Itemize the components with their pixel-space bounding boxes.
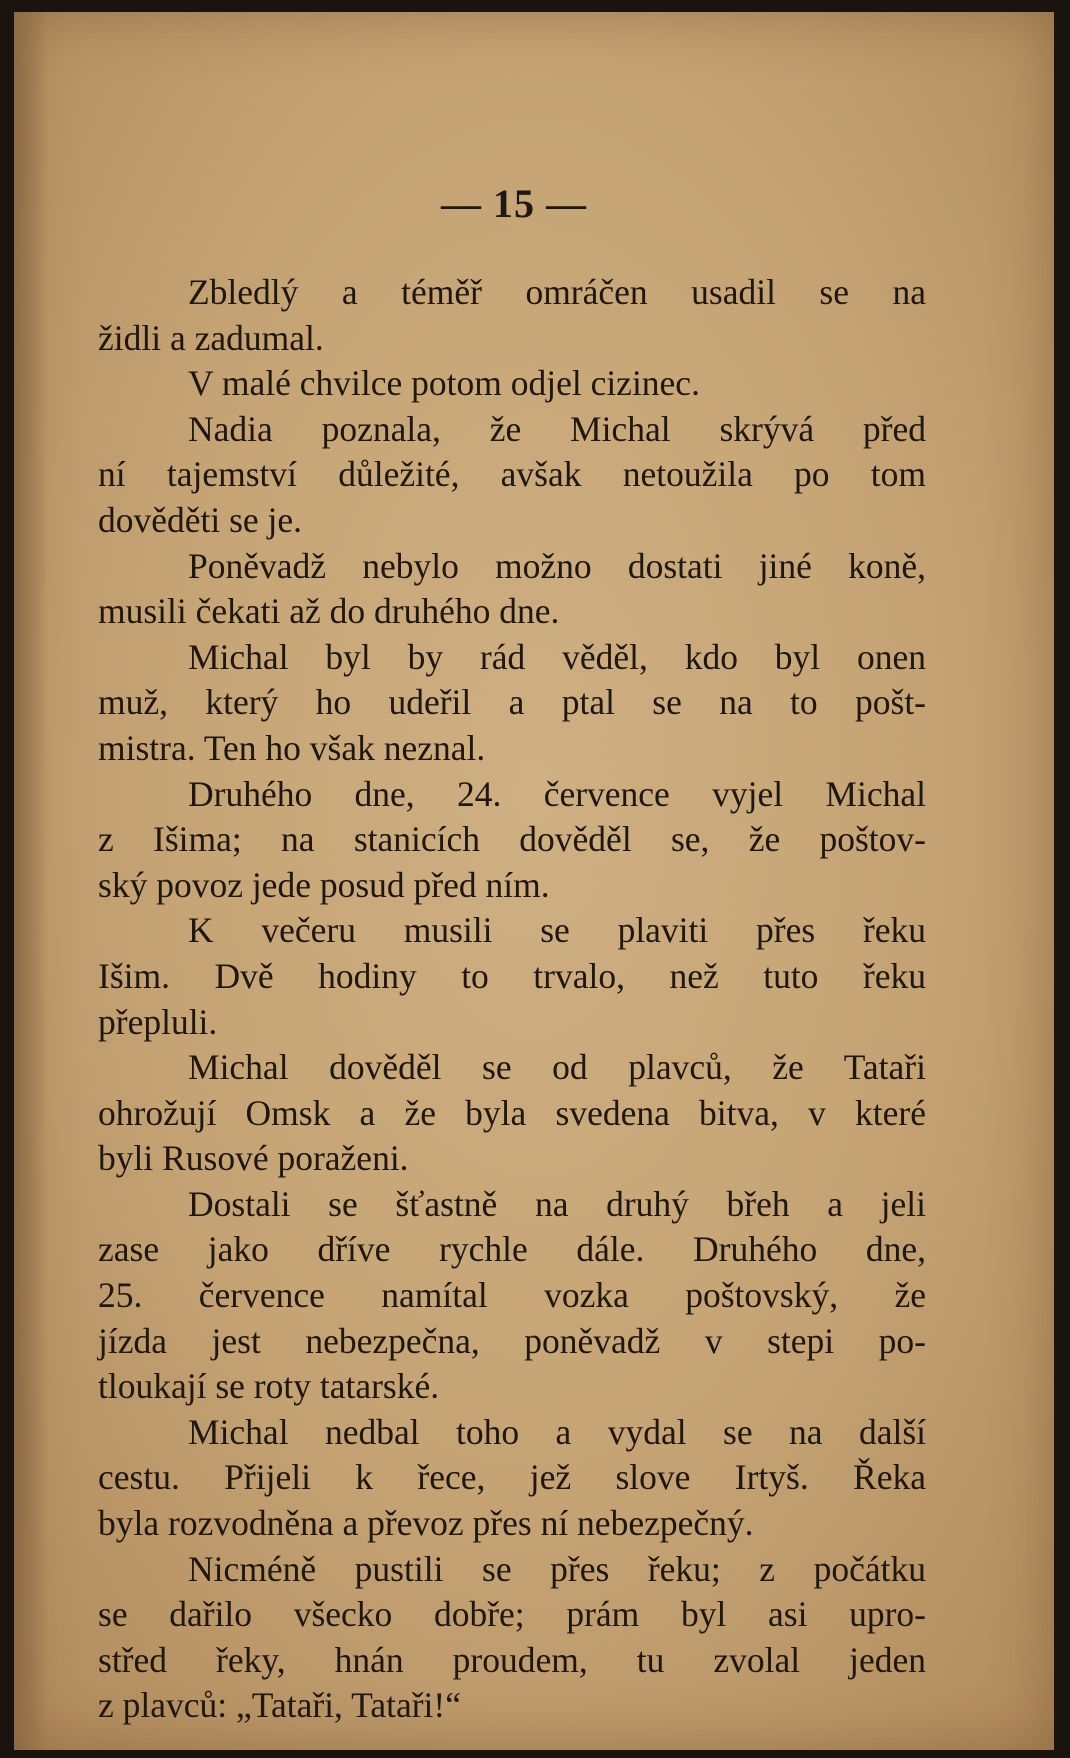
text-line: Michal nedbal toho a vydal se na další <box>188 1411 926 1452</box>
text-line: byli Rusové poraženi. <box>98 1138 409 1179</box>
text-line: Dostali se šťastně na druhý břeh a jeli <box>188 1183 926 1224</box>
text-line: byla rozvodněna a převoz přes ní nebezpečný. <box>98 1503 754 1544</box>
text-line: Nadia poznala, že Michal skrývá před <box>188 408 926 449</box>
text-line: muž, který ho udeřil a ptal se na to pošt- <box>98 682 926 723</box>
text-line: ní tajemství důležité, avšak netoužila po tom <box>98 454 926 495</box>
text-line: K večeru musili se plaviti přes řeku <box>188 910 926 951</box>
text-line: tloukají se roty tatarské. <box>98 1366 440 1407</box>
text-line: židli a zadumal. <box>98 317 324 358</box>
text-line: Poněvadž nebylo možno dostati jiné koně, <box>188 545 926 586</box>
text-line: z plavců: „Tataři, Tataři!“ <box>98 1685 461 1726</box>
text-line: dověděti se je. <box>98 499 303 540</box>
page-binding-edge <box>14 12 48 1750</box>
text-line: Michal dověděl se od plavců, že Tataři <box>188 1047 926 1088</box>
text-line: zase jako dříve rychle dále. Druhého dne, <box>98 1229 926 1270</box>
text-line: cestu. Přijeli k řece, jež slove Irtyš. Řeka <box>98 1457 926 1498</box>
text-line: střed řeky, hnán proudem, tu zvolal jeden <box>98 1639 926 1680</box>
text-line: 25. července namítal vozka poštovský, že <box>98 1275 926 1316</box>
text-line: V malé chvilce potom odjel cizinec. <box>188 363 700 404</box>
text-line: přepluli. <box>98 1001 218 1042</box>
page-number: — 15 — <box>441 181 587 226</box>
text-line: Michal byl by rád věděl, kdo byl onen <box>188 636 926 677</box>
text-line: Druhého dne, 24. července vyjel Michal <box>188 773 926 814</box>
text-line: mistra. Ten ho však neznal. <box>98 727 486 768</box>
book-page <box>14 12 1054 1750</box>
text-line: Išim. Dvě hodiny to trvalo, než tuto řeku <box>98 955 926 996</box>
text-line: jízda jest nebezpečna, poněvadž v stepi po- <box>98 1320 926 1361</box>
text-line: ohrožují Omsk a že byla svedena bitva, v které <box>98 1092 926 1133</box>
body-text <box>98 270 926 1729</box>
text-line: ský povoz jede posud před ním. <box>98 864 550 905</box>
text-line: Nicméně pustili se přes řeku; z počátku <box>188 1548 926 1589</box>
text-line: musili čekati až do druhého dne. <box>98 591 560 632</box>
text-line: z Išima; na stanicích dověděl se, že poštov- <box>98 819 926 860</box>
text-line: se dařilo všecko dobře; prám byl asi upro- <box>98 1594 926 1635</box>
text-line: Zbledlý a téměř omráčen usadil se na <box>188 272 926 312</box>
